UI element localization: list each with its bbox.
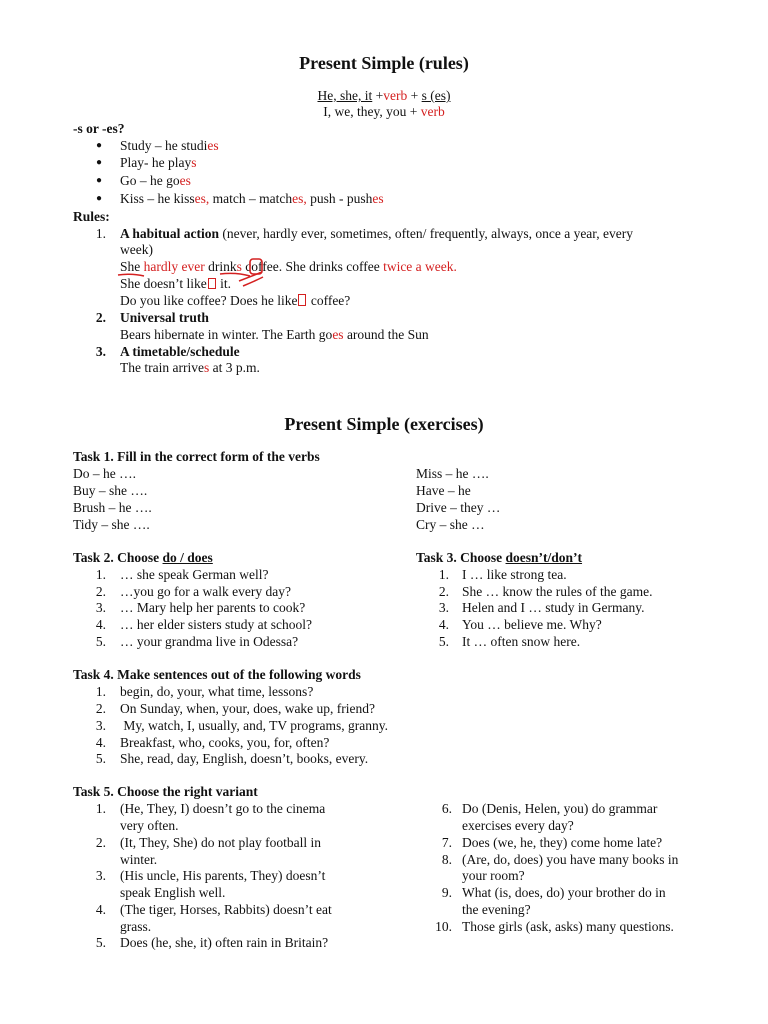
highlight-box-icon [298, 294, 306, 306]
task5-title: Task 5. Choose the right variant [73, 784, 258, 799]
task5-item: (It, They, She) do not play football in [120, 835, 321, 850]
bullet-icon: ● [96, 193, 103, 204]
task4-item: She, read, day, English, doesn’t, books, every. [120, 751, 369, 766]
task2-item: … she speak German well? [120, 567, 269, 582]
rules-label: Rules: [73, 209, 110, 224]
rule-desc-cont: week) [120, 242, 153, 257]
formula-subject: He, she, it [317, 88, 373, 103]
item-number: 4. [438, 617, 449, 632]
task2-item: …you go for a walk every day? [120, 584, 291, 599]
rule-number: 2. [95, 310, 106, 325]
rule-universal-truth: Universal truth [120, 310, 209, 325]
task3-title: Task 3. Choose doesn’t/don’t [416, 550, 583, 565]
item-number: 5. [95, 935, 106, 950]
task2-item: … her elder sisters study at school? [120, 617, 312, 632]
task5-item: (He, They, I) doesn’t go to the cinema [120, 801, 326, 816]
item-number: 5. [438, 634, 449, 649]
ending-question: -s or -es? [73, 121, 125, 136]
rule-example: She hardly ever drinks coffee. She drinks coffee twice a week. [120, 259, 457, 274]
task3-item: I … like strong tea. [462, 567, 567, 582]
task5-item: Do (Denis, Helen, you) do grammar [462, 801, 658, 816]
item-number: 7. [441, 835, 452, 850]
rule-example: She doesn’t like it. [120, 276, 232, 291]
task3-item: Helen and I … study in Germany. [462, 600, 645, 615]
item-number: 1. [95, 801, 106, 816]
rule-example: Bears hibernate in winter. The Earth goes around the Sun [120, 327, 429, 342]
bullet-icon: ● [96, 140, 103, 151]
item-number: 9. [441, 885, 452, 900]
rule-example: Do you like coffee? Does he like coffee? [120, 293, 351, 308]
task2-item: … your grandma live in Odessa? [120, 634, 299, 649]
task5-item: Those girls (ask, asks) many questions. [462, 919, 674, 934]
task5-item: (His uncle, His parents, They) doesn’t [120, 868, 326, 883]
item-number: 5. [95, 634, 106, 649]
task1-item: Tidy – she …. [73, 517, 150, 532]
formula-i-we-they-you: I, we, they, you + verb [323, 104, 445, 119]
task5-item-cont: grass. [120, 919, 152, 934]
item-number: 1. [95, 567, 106, 582]
rule-timetable: A timetable/schedule [120, 344, 240, 359]
task1-item: Cry – she … [416, 517, 485, 532]
highlight-box-icon [208, 278, 216, 289]
formula-he-she-it: He, she, it +verb + s (es) [317, 88, 451, 103]
rule-number: 1. [95, 226, 106, 241]
task5-item: What (is, does, do) your brother do in [462, 885, 666, 900]
item-number: 3. [95, 718, 106, 733]
bullet-icon: ● [96, 157, 103, 168]
task3-item: She … know the rules of the game. [462, 584, 653, 599]
task1-item: Drive – they … [416, 500, 501, 515]
task1-item: Brush – he …. [73, 500, 152, 515]
task3-item: It … often snow here. [462, 634, 581, 649]
item-number: 5. [95, 751, 106, 766]
item-number: 2. [95, 701, 106, 716]
task4-item: My, watch, I, usually, and, TV programs, granny. [120, 718, 388, 733]
exercises-title: Present Simple (exercises) [284, 414, 484, 434]
item-number: 6. [441, 801, 452, 816]
task5-item: Does (he, she, it) often rain in Britain? [120, 935, 329, 950]
task5-item-cont: the evening? [462, 902, 531, 917]
task1-item: Do – he …. [73, 466, 136, 481]
item-number: 10. [435, 919, 452, 934]
task5-item: (Are, do, does) you have many books in [462, 852, 679, 867]
task4-item: begin, do, your, what time, lessons? [120, 684, 314, 699]
task5-item-cont: your room? [462, 868, 525, 883]
task4-item: Breakfast, who, cooks, you, for, often? [120, 735, 330, 750]
task5-item-cont: speak English well. [120, 885, 226, 900]
bullet-icon: ● [96, 175, 103, 186]
item-number: 2. [438, 584, 449, 599]
task5-item-cont: winter. [120, 852, 158, 867]
item-number: 4. [95, 735, 106, 750]
task1-item: Have – he [416, 483, 471, 498]
task1-title: Task 1. Fill in the correct form of the verbs [73, 449, 320, 464]
rule-habitual-action: A habitual action (never, hardly ever, sometimes, often/ frequently, always, once a year, every [120, 226, 633, 241]
item-number: 1. [95, 684, 106, 699]
task5-item: Does (we, he, they) come home late? [462, 835, 663, 850]
task4-title: Task 4. Make sentences out of the following words [73, 667, 361, 682]
task2-title: Task 2. Choose do / does [73, 550, 213, 565]
task1-item: Buy – she …. [73, 483, 148, 498]
rule-number: 3. [95, 344, 106, 359]
task5-item-cont: exercises every day? [462, 818, 574, 833]
task5-item-cont: very often. [120, 818, 179, 833]
task1-item: Miss – he …. [416, 466, 489, 481]
item-number: 3. [95, 600, 106, 615]
rule-example: The train arrives at 3 p.m. [120, 360, 260, 375]
item-number: 8. [441, 852, 452, 867]
task3-item: You … believe me. Why? [462, 617, 602, 632]
item-number: 3. [95, 868, 106, 883]
task5-item: (The tiger, Horses, Rabbits) doesn’t eat [120, 902, 332, 917]
item-number: 4. [95, 902, 106, 917]
task4-item: On Sunday, when, your, does, wake up, friend? [120, 701, 376, 716]
item-number: 2. [95, 584, 106, 599]
task2-item: … Mary help her parents to cook? [120, 600, 306, 615]
item-number: 4. [95, 617, 106, 632]
item-number: 2. [95, 835, 106, 850]
item-number: 3. [438, 600, 449, 615]
item-number: 1. [438, 567, 449, 582]
rules-title: Present Simple (rules) [299, 53, 469, 73]
